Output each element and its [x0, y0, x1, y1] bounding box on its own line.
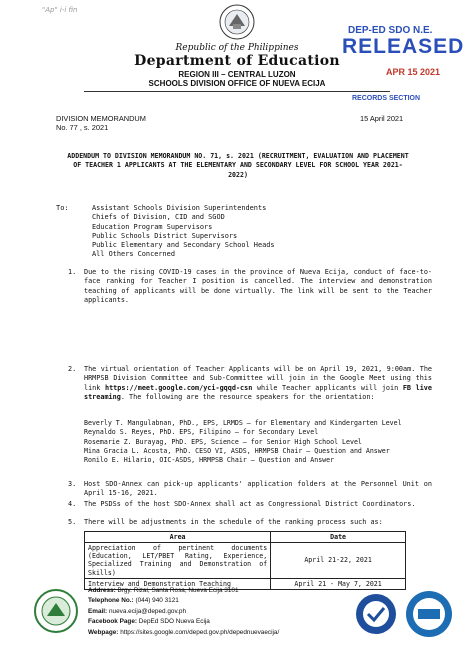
list-item: 5. There will be adjustments in the schedule of the ranking process such as: — [68, 518, 383, 526]
handwritten-note: "Ap" i-i fin — [42, 6, 78, 14]
speaker: Reynaldo S. Reyes, PhD. EPS, Filipino – for Secondary Level — [84, 428, 319, 437]
meet-link[interactable]: https://meet.google.com/yci-gqqd-csn — [105, 383, 253, 392]
to-label: To: — [56, 204, 69, 212]
footer-email: Email: nueva.ecija@deped.gov.ph — [88, 607, 187, 615]
memo-type: DIVISION MEMORANDUM — [56, 114, 146, 123]
header-region: REGION III – CENTRAL LUZON — [178, 70, 296, 79]
recipient: Public Elementary and Secondary School Heads — [92, 241, 275, 250]
recipient: All Others Concerned — [92, 250, 175, 259]
list-item: 1. Due to the rising COVID-19 cases in the province of Nueva Ecija, conduct of face-to-face ranking for Teacher I position is cancelled. The interview and demonstration teaching of applicants will be done virtually. The link will be sent to the Teacher applicants. — [68, 268, 432, 304]
speaker: Rosemarie Z. Burayag, PhD. EPS, Science – for Senior High School Level — [84, 437, 362, 446]
column-header-date: Date — [271, 532, 406, 543]
released-stamp — [338, 25, 466, 102]
list-item: 2. The virtual orientation of Teacher Applicants will be on April 19, 2021, 9:00am. The HRMPSB Division Committee and Sub-Committee will join in the Google Meet using this link https://meet.google.com/yci-gqqd-csn while Teacher applicants will join FB live streaming. The following are the resource speakers for the orientation: — [68, 365, 432, 401]
stamp-office: DEP-ED SDO N.E. — [348, 25, 433, 36]
stamp-status: RELEASED — [342, 35, 465, 58]
table-cell: Appreciation of pertinent documents (Education, LET/PBET Rating, Experience, Specialized Training and Demonstration of Skills) — [85, 543, 271, 579]
table-row — [85, 543, 406, 579]
column-header-area: Area — [85, 532, 271, 543]
certification-badge-icon — [354, 592, 398, 636]
header-divider — [84, 91, 390, 92]
recipient: Education Program Supervisors — [92, 222, 213, 231]
table-cell: April 21 - May 7, 2021 — [271, 578, 406, 589]
list-item: 4. The PSDSs of the host SDO-Annex shall act as Congressional District Coordinators. — [68, 500, 416, 508]
footer-phone: Telephone No.: (044) 940 3121 — [88, 597, 179, 605]
footer-facebook: Facebook Page: DepEd SDO Nueva Ecija — [88, 618, 210, 626]
header-republic: Republic of the Philippines — [175, 43, 299, 53]
fb-live-streaming: FB live streaming — [84, 383, 432, 401]
memo-title: ADDENDUM TO DIVISION MEMORANDUM NO. 71, s. 2021 (RECRUITMENT, EVALUATION AND PLACEMENT OF TEACHER 1 APPLICANTS AT THE ELEMENTARY AND SECONDARY LEVEL FOR SCHOOL YEAR 2021-2022) — [67, 152, 409, 179]
speaker: Beverly T. Mangulabnan, PhD., EPS, LRMDS – for Elementary and Kindergarten Level — [84, 419, 402, 427]
sdo-logo-icon — [34, 589, 78, 633]
header-department: Department of Education — [134, 53, 340, 69]
table-header-row — [85, 532, 406, 543]
header-division-office: SCHOOLS DIVISION OFFICE OF NUEVA ECIJA — [148, 79, 326, 88]
table-cell: April 21-22, 2021 — [271, 543, 406, 579]
recipient: Public Schools District Supervisors — [92, 231, 238, 240]
deped-seal-icon — [219, 4, 255, 40]
list-item: 3. Host SDO-Annex can pick-up applicants' application folders at the Personnel Unit on April 15-16, 2021. — [68, 480, 432, 498]
recipient: Assistant Schools Division Superintendents — [92, 204, 267, 212]
speaker-list — [84, 419, 444, 465]
memo-date: 15 April 2021 — [360, 114, 404, 123]
recipient: Chiefs of Division, CID and SGOD — [92, 213, 225, 222]
schedule-table — [84, 531, 406, 590]
footer-address: Address: Brgy. Rizal, Santa Rosa, Nueva Ecija 3101 — [88, 587, 239, 594]
footer-webpage[interactable]: Webpage: https://sites.google.com/deped.gov.ph/depednuevaecija/ — [88, 628, 280, 636]
stamp-section: RECORDS SECTION — [352, 95, 421, 102]
footer-contact — [88, 586, 279, 638]
speaker: Mina Gracia L. Acosta, PhD. CESO VI, ASDS, HRMPSB Chair – Question and Answer — [84, 446, 390, 455]
recipient-list — [92, 204, 275, 260]
iqnet-certified-badge-icon — [404, 589, 454, 639]
memo-number: No. 77 , s. 2021 — [56, 123, 109, 132]
speaker: Ronilo E. Hilario, OIC-ASDS, HRMPSB Chair – Question and Answer — [84, 456, 335, 465]
table-cell: Interview and Demonstration Teaching — [85, 578, 271, 589]
stamp-date: APR 15 2021 — [386, 67, 441, 77]
